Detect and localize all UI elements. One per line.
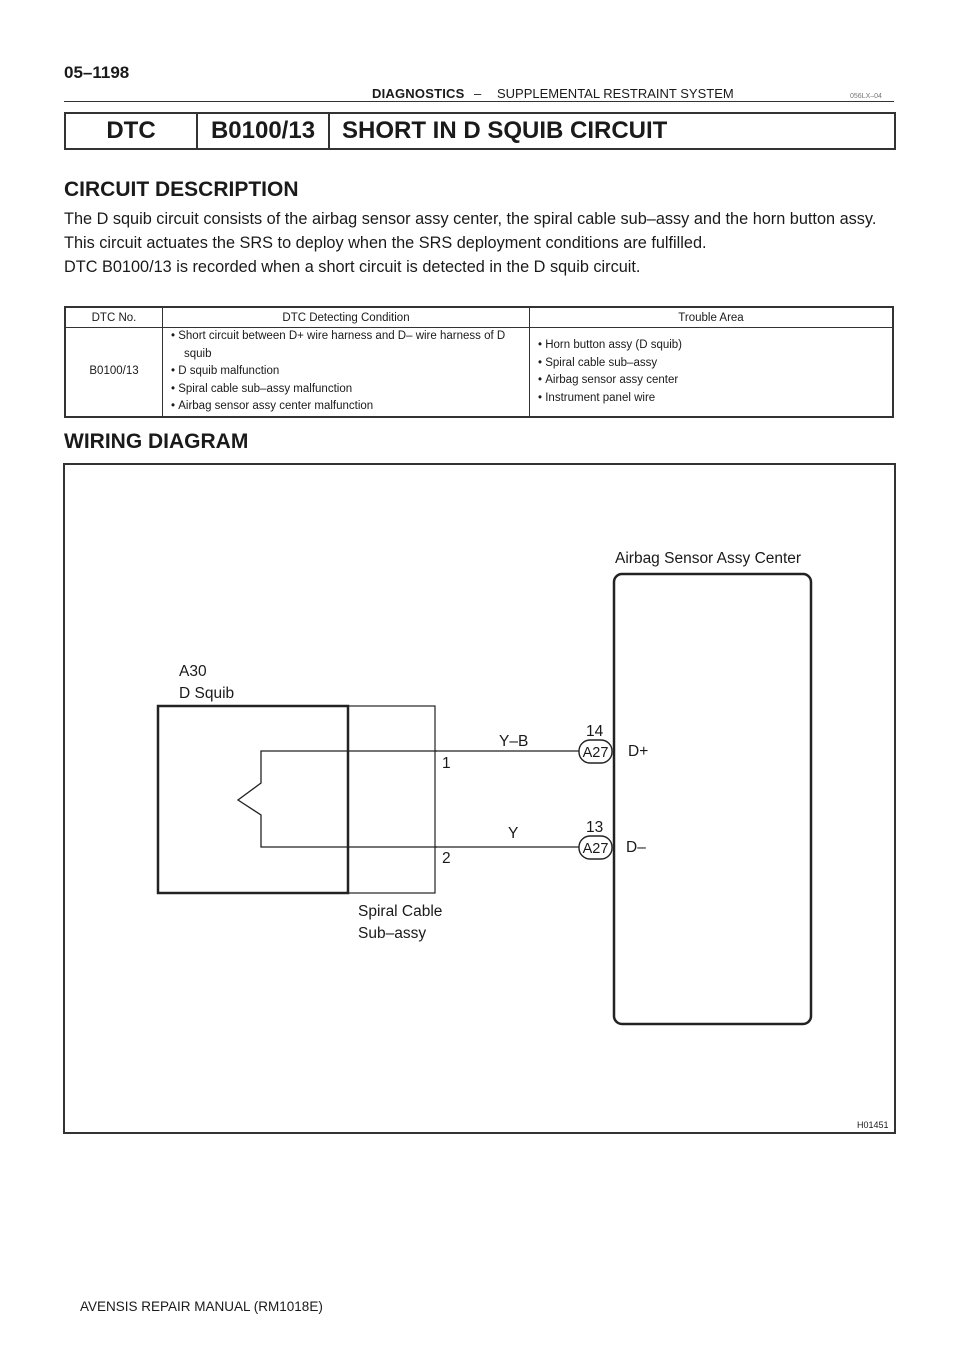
figure-code: H01451 (857, 1120, 889, 1130)
page-number: 05–1198 (64, 63, 130, 82)
dtc-title-box (64, 112, 896, 150)
header-section: DIAGNOSTICS (372, 86, 465, 101)
header-detecting-condition: DTC Detecting Condition (163, 307, 530, 328)
header-subsection: SUPPLEMENTAL RESTRAINT SYSTEM (497, 86, 734, 101)
spiral-cable-label-2: Sub–assy (358, 925, 427, 942)
header-code: 056LX–04 (850, 93, 882, 100)
condition-item: • Spiral cable sub–assy malfunction (171, 381, 529, 399)
squib-id-label: A30 (179, 663, 207, 680)
airbag-sensor-box (614, 574, 811, 1024)
area-item: • Horn button assy (D squib) (538, 337, 892, 355)
description-paragraph: DTC B0100/13 is recorded when a short circuit is detected in the D squib circuit. (64, 258, 641, 276)
area-item: • Airbag sensor assy center (538, 372, 892, 390)
pin-1-label: 1 (442, 755, 451, 772)
sensor-name-label: Airbag Sensor Assy Center (615, 550, 802, 567)
connector-code-top: A27 (582, 745, 609, 761)
description-paragraph: This circuit actuates the SRS to deploy when the SRS deployment conditions are fulfilled. (64, 234, 707, 252)
table-row (65, 328, 893, 418)
wiring-diagram-title: WIRING DIAGRAM (64, 430, 249, 453)
connector-pin-top: 14 (586, 723, 604, 740)
cell-trouble-areas (530, 328, 894, 418)
squib-element-symbol (238, 751, 437, 847)
terminal-d-plus: D+ (628, 743, 649, 760)
connector-pin-bottom: 13 (586, 819, 604, 836)
dtc-label: DTC (66, 114, 198, 148)
footer-manual-name: AVENSIS REPAIR MANUAL (RM1018E) (80, 1299, 323, 1314)
circuit-description-title: CIRCUIT DESCRIPTION (64, 178, 299, 201)
table-header-row (65, 307, 893, 328)
wire-color-bottom: Y (508, 825, 519, 842)
area-item: • Spiral cable sub–assy (538, 355, 892, 373)
terminal-d-minus: D– (626, 839, 646, 856)
squib-name-label: D Squib (179, 685, 235, 702)
dtc-code: B0100/13 (198, 114, 330, 148)
header-dtc-no: DTC No. (65, 307, 163, 328)
cell-dtc-no: B0100/13 (65, 328, 163, 418)
condition-item: • Short circuit between D+ wire harness and D– wire harness of D squib (171, 328, 529, 363)
area-item: • Instrument panel wire (538, 390, 892, 408)
pin-2-label: 2 (442, 850, 451, 867)
dtc-title: SHORT IN D SQUIB CIRCUIT (342, 117, 668, 144)
circuit-description (64, 207, 904, 279)
condition-item: • D squib malfunction (171, 363, 529, 381)
header-separator: – (474, 86, 482, 101)
spiral-cable-label-1: Spiral Cable (358, 903, 443, 920)
connector-code-bottom: A27 (582, 841, 609, 857)
dtc-table (64, 306, 894, 418)
wiring-diagram-frame (63, 463, 896, 1134)
cell-conditions (163, 328, 530, 418)
spiral-cable-box (348, 706, 435, 893)
condition-item: • Airbag sensor assy center malfunction (171, 398, 529, 416)
wire-color-top: Y–B (499, 733, 529, 750)
wiring-diagram (65, 465, 894, 1132)
d-squib-box (158, 706, 348, 893)
description-paragraph: The D squib circuit consists of the airbag sensor assy center, the spiral cable sub–assy and the horn button assy. (64, 210, 877, 228)
header-trouble-area: Trouble Area (530, 307, 894, 328)
header-rule (64, 101, 894, 102)
